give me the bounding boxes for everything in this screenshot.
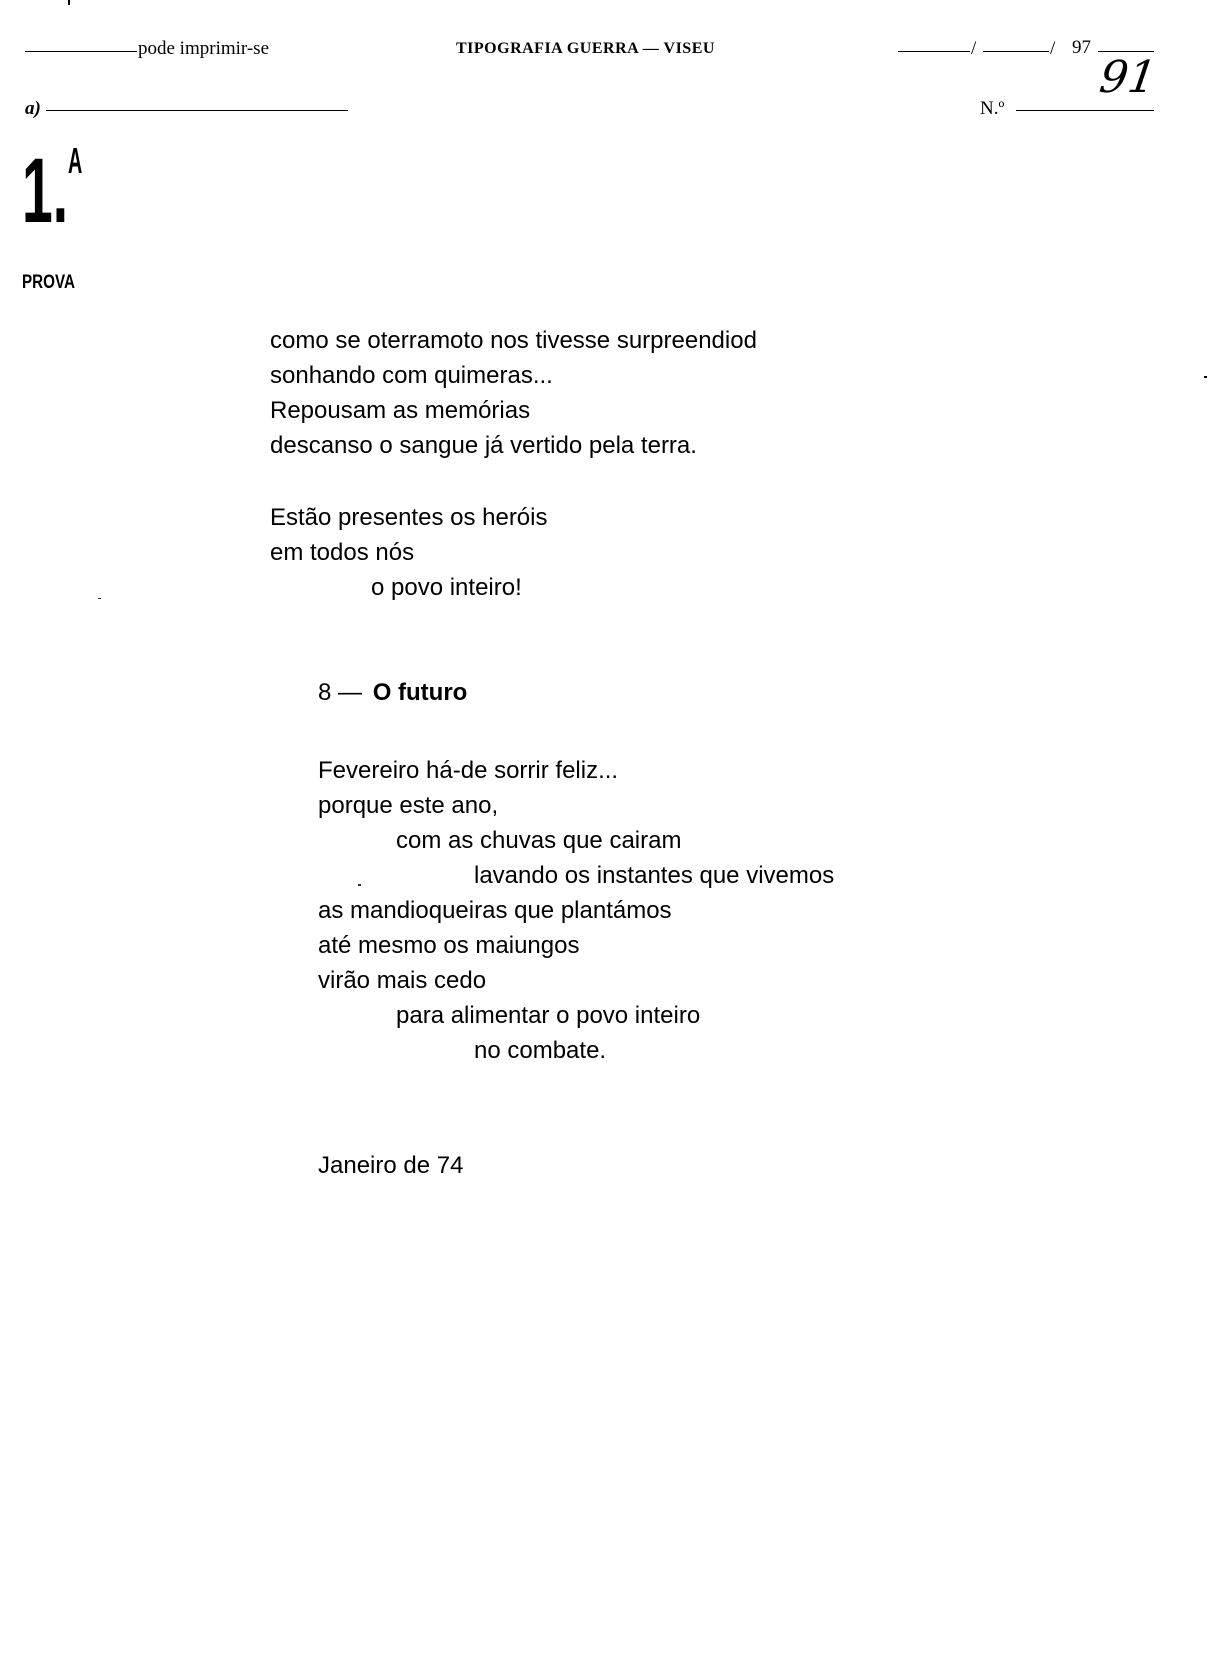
poem-line: lavando os instantes que vivemos [474,862,835,889]
poem-stanza-1 [270,323,757,463]
poem-line: Fevereiro há-de sorrir feliz... [318,757,619,784]
date-slash-2: / [1050,38,1056,59]
proof-label: PROVA [22,272,75,293]
poem-line: em todos nós [270,539,415,566]
printer-name: TIPOGRAFIA GUERRA — VISEU [456,40,715,57]
date-year: 97 [1072,37,1091,58]
a-rule [46,110,348,111]
scan-speck [68,0,70,5]
poem-line: até mesmo os maiungos [318,932,580,959]
poem-line: Estão presentes os heróis [270,504,548,531]
handwritten-number: 91 [1096,52,1160,103]
poem-line: Repousam as memórias [270,397,531,424]
section-number: 8 — [318,679,363,706]
poem-line: para alimentar o povo inteiro [396,1002,701,1029]
poem-line: o povo inteiro! [371,574,522,601]
date-slash-1: / [971,38,977,59]
poem-stanza-3 [318,753,834,1068]
date-rule-day [898,51,970,52]
proof-stamp [22,136,92,296]
scan-speck [98,598,101,599]
poem-line: porque este ano, [318,792,499,819]
number-label: N.º [980,98,1005,119]
poem-line: no combate. [474,1037,607,1064]
poem-line: sonhando com quimeras... [270,362,553,389]
section-heading [318,679,467,707]
poem-line: descanso o sangue já vertido pela terra. [270,432,697,459]
proof-ordinal: 1. [22,140,69,242]
scan-speck [1204,376,1207,378]
poem-line: as mandioqueiras que plantámos [318,897,672,924]
poem-line: virão mais cedo [318,967,487,994]
date-rule-month [983,51,1049,52]
number-rule [1016,110,1154,111]
imprimatur-label: pode imprimir-se [138,38,270,59]
poem-line: como se oterramoto nos tivesse surpreendiod [270,327,757,354]
scan-speck [358,884,361,886]
section-title: O futuro [372,679,468,706]
poem-stanza-2 [270,500,548,605]
proof-superscript: A [68,140,83,181]
date-line: Janeiro de 74 [318,1152,464,1179]
poem-line: com as chuvas que cairam [396,827,682,854]
header-rule-imprimatur [25,51,137,52]
a-label: a) [25,98,41,119]
